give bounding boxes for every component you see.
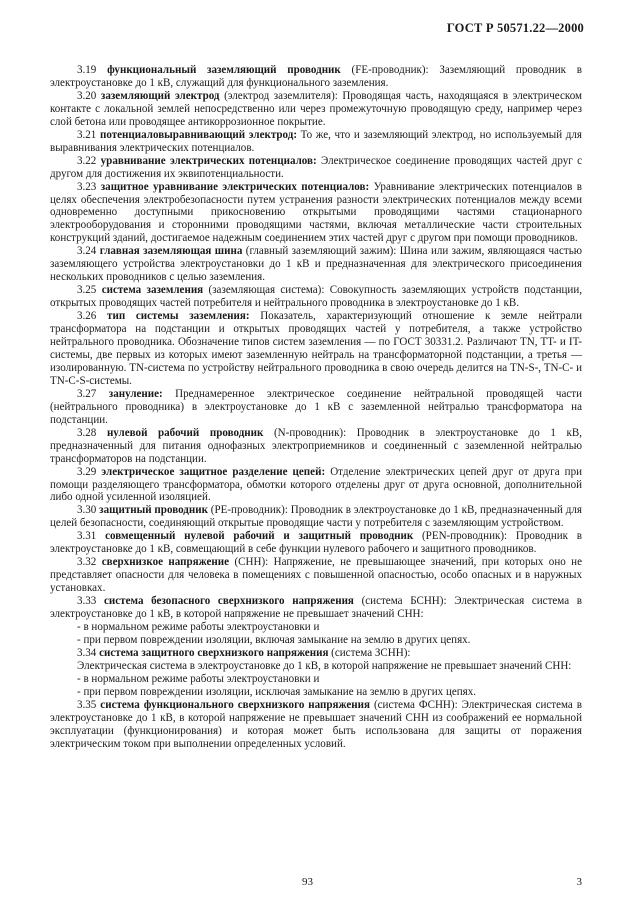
definition-text: (система ФСНН): Электрическая система в электроустановке до 1 кВ, в которой напряжение не превышает значений СНН из соображений ее нормальной эксплуатации (функционирования) и которая может быть использована для защиты от поражения электрическим током при выполнении определенных условий.	[50, 698, 582, 750]
clause-number: 3.28	[77, 426, 97, 439]
definition-text: Электрическое соединение проводящих частей друг с другом для достижения их эквипотенциальности.	[50, 154, 582, 180]
clause-number: 3.25	[77, 284, 97, 297]
clause-number: 3.26	[77, 310, 97, 323]
definition-text: Электрическая система в электроустановке до 1 кВ, в которой напряжение не превышает значений СНН:	[77, 659, 572, 672]
list-item: - в нормальном режиме работы электроустановки и	[77, 620, 320, 633]
term: тип системы заземления:	[107, 310, 250, 323]
clause-number: 3.34	[77, 646, 97, 659]
list-item: - в нормальном режиме работы электроустановки и	[77, 672, 320, 685]
definition-text: (заземляющая система): Совокупность заземляющих устройств подстанции, открытых проводящих частей потребителя и нейтрального проводника в электроустановке до 1 кВ.	[50, 284, 583, 310]
clause-number: 3.30	[77, 504, 97, 517]
definition-3-24	[50, 245, 582, 284]
definition-text: (система БСНН): Электрическая система в электроустановке до 1 кВ, в которой напряжение не превышает значений СНН:	[50, 595, 582, 621]
definition-3-22	[50, 155, 582, 181]
clause-number: 3.35	[77, 698, 97, 711]
definition-3-27	[50, 388, 582, 427]
definition-text: (главный заземляющий зажим): Шина или зажим, являющаяся частью заземляющего устройства электроустановки до 1 кВ и предназначенная для электрического присоединения нескольких проводников с целью заземления.	[50, 245, 582, 284]
definition-text: Показатель, характеризующий отношение к земле нейтрали трансформатора на подстанции и открытых проводящих частей у потребителя, а также устройство нейтрального проводника. Обозначение типов систем заземления — по ГОСТ 30331.2. Различают TN, TT- и IT-системы, две первых из которых имеют заземленную нейтраль на трансформаторной подстанции, а третья — изолированную. TN-система по устройству нейтрального проводника в свою очередь делится на TN-S-, TN-C- и TN-C-S-системы.	[50, 310, 582, 387]
definition-3-20	[50, 90, 582, 129]
definition-3-19	[50, 64, 582, 90]
term: уравнивание электрических потенциалов:	[100, 154, 317, 167]
definition-3-31	[50, 530, 582, 556]
page-number-center: 93	[302, 876, 313, 888]
term: сверхнизкое напряжение	[101, 556, 230, 569]
clause-number: 3.20	[77, 89, 97, 102]
clause-number: 3.24	[77, 245, 97, 258]
definition-3-35	[50, 699, 582, 751]
clause-number: 3.19	[77, 64, 97, 76]
definition-text: (PE-проводник): Проводник в электроустановке до 1 кВ, предназначенный для целей безопасности, соединяющий открытые проводящие части у потребителя с заземляющим устройством.	[50, 504, 583, 530]
definition-text: (N-проводник): Проводник в электроустановке до 1 кВ, предназначенный для питания однофазных электроприемников и соединенный с заземленной нейтралью трансформаторов на подстанции.	[50, 426, 582, 465]
definition-text: Преднамеренное электрическое соединение нейтральной проводящей части (нейтрального проводника) в электроустановке до 1 кВ с заземленной нейтралью трансформатора на подстанции.	[50, 387, 583, 426]
document-header: ГОСТ Р 50571.22—2000	[446, 21, 584, 35]
term: система функционального сверхнизкого напряжения	[100, 698, 370, 711]
definition-text: (система ЗСНН):	[328, 646, 411, 659]
term: зануление:	[108, 387, 163, 400]
definition-3-21	[50, 129, 582, 155]
definition-3-32	[50, 556, 582, 595]
definition-3-34	[50, 647, 582, 660]
definition-3-28	[50, 427, 582, 466]
definition-3-30	[50, 504, 582, 530]
clause-number: 3.23	[77, 180, 97, 193]
definition-text: (СНН): Напряжение, не превышающее значений, при которых оно не представляет опасности для человека в помещениях с повышенной опасностью, особо опасных и в наружных установках.	[50, 556, 582, 595]
definition-3-25	[50, 284, 582, 310]
clause-number: 3.21	[77, 128, 97, 141]
definition-3-29	[50, 466, 582, 505]
definition-text: (электрод заземлителя): Проводящая часть, находящаяся в электрическом контакте с локальной землей непосредственно или через промежуточную проводящую среду, например через слой бетона или проводящее антикоррозионное покрытие.	[50, 89, 582, 128]
term: система безопасного сверхнизкого напряжения	[104, 595, 354, 608]
definition-text: (PEN-проводник): Проводник в электроустановке до 1 кВ, совмещающий в себе функции нулевого рабочего и защитного проводников.	[50, 530, 582, 556]
list-item: - при первом повреждении изоляции, включая замыкание на землю в других цепях.	[77, 633, 471, 646]
definition-text: То же, что и заземляющий электрод, но используемый для выравнивания электрических потенциалов.	[50, 128, 582, 154]
definition-3-26	[50, 310, 582, 388]
definition-text: Уравнивание электрических потенциалов в целях обеспечения электробезопасности путем устранения разности электрических потенциалов между всеми одновременно доступными прикосновению открытыми проводящими частями стационарного электрооборудования и сторонними проводящими частями, включая металлические части строительных конструкций зданий, достигаемое надежным соединением этих частей друг с другом при помощи проводников.	[50, 180, 582, 245]
clause-number: 3.33	[77, 595, 97, 608]
definition-3-23	[50, 181, 582, 246]
term: потенциаловыравнивающий электрод:	[99, 128, 298, 141]
list-item: - при первом повреждении изоляции, исключая замыкание на землю в других цепях.	[77, 685, 477, 698]
clause-number: 3.29	[77, 465, 97, 478]
definition-3-33	[50, 595, 582, 621]
term: система заземления	[101, 284, 204, 297]
term: заземляющий электрод	[100, 89, 220, 102]
document-body	[50, 64, 582, 751]
clause-number: 3.22	[77, 154, 97, 167]
clause-number: 3.31	[77, 530, 97, 543]
term: электрическое защитное разделение цепей:	[101, 465, 326, 478]
term: главная заземляющая шина	[99, 245, 243, 258]
clause-number: 3.32	[77, 556, 97, 569]
term: система защитного сверхнизкого напряжения	[99, 646, 329, 659]
term: нулевой рабочий проводник	[106, 426, 264, 439]
term: защитное уравнивание электрических потенциалов:	[100, 180, 370, 193]
term: совмещенный нулевой рабочий и защитный проводник	[105, 530, 414, 543]
term: функциональный заземляющий проводник	[107, 64, 341, 76]
definition-text: Отделение электрических цепей друг от друга при помощи разделяющего трансформатора, обмотки которого отделены друг от друга основной, дополнительной либо одной усиленной изоляцией.	[50, 465, 583, 504]
term: защитный проводник	[99, 504, 208, 517]
clause-number: 3.27	[77, 387, 97, 400]
definition-text: (FE-проводник): Заземляющий проводник в электроустановке до 1 кВ, служащий для функционального заземления.	[50, 64, 582, 89]
page-number-right: 3	[576, 876, 582, 888]
